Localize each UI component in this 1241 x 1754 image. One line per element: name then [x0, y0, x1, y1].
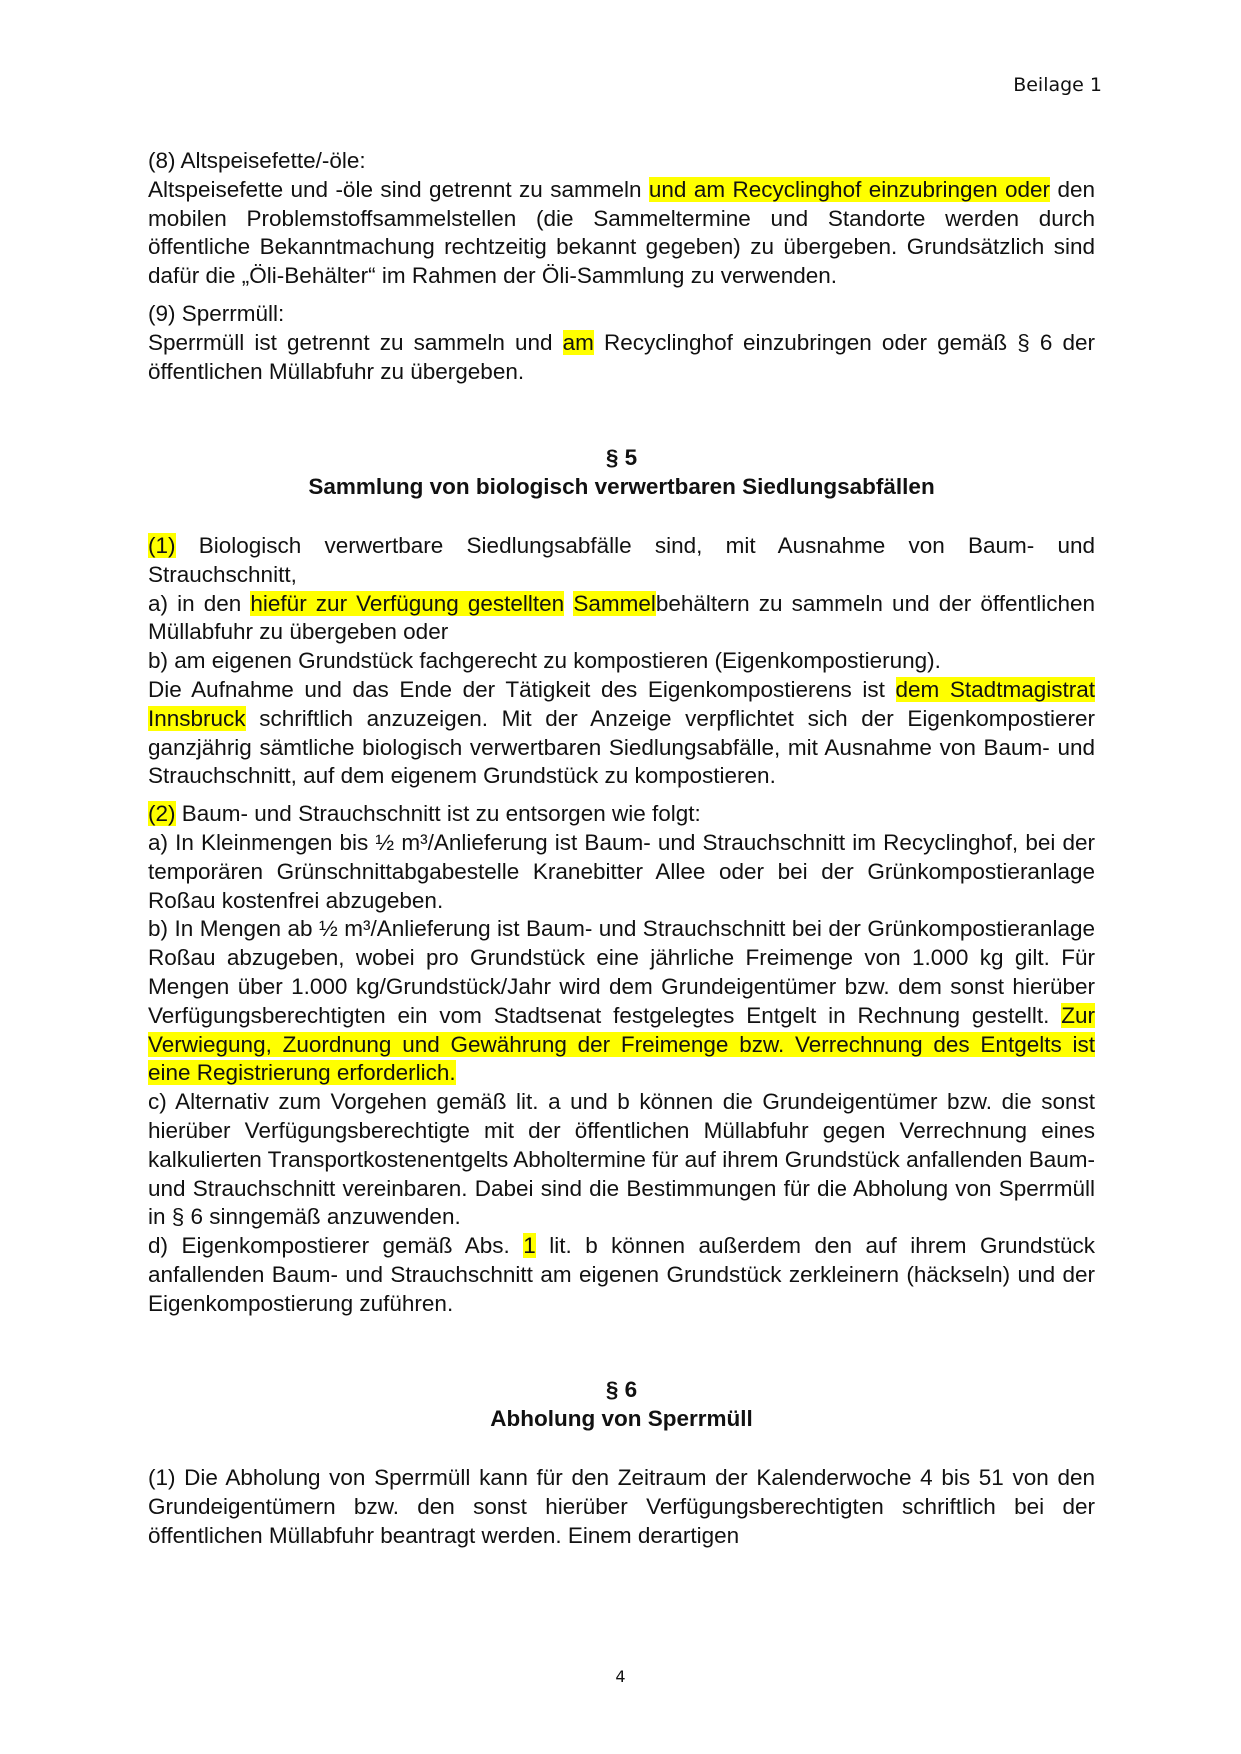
- document-body: [148, 147, 1095, 1550]
- highlight: am: [562, 329, 594, 355]
- p5-1-b: b) am eigenen Grundstück fachgerecht zu kompostieren (Eigenkompostierung).: [148, 648, 941, 674]
- p5-2-a: a) In Kleinmengen bis ½ m³/Anlieferung ist Baum- und Strauchschnitt im Recyclinghof, bei der temporären Grünschnittabgabestelle Kranebitter Allee oder bei der Grünkompostieranlage Roßau kostenfrei abzugeben.: [148, 829, 1095, 913]
- p5-1-c: Die Aufnahme und das Ende der Tätigkeit des Eigenkompostierens ist dem Stadtmagistrat Innsbruck schriftlich anzuzeigen. Mit der Anzeige verpflichtet sich der Eigenkompostierer ganzjährig sämtliche biologisch verwertbaren Siedlungsabfälle, mit Ausnahme von Baum- und Strauchschnitt, auf dem eigenem Grundstück zu kompostieren.: [148, 676, 1095, 789]
- page-header-label: Beilage 1: [1013, 74, 1102, 96]
- paragraph-5-title: Sammlung von biologisch verwertbaren Siedlungsabfällen: [308, 474, 935, 500]
- section-9-heading: (9) Sperrmüll:: [148, 300, 285, 326]
- highlight: dem Stadtmagistrat Innsbruck: [148, 676, 1095, 731]
- highlight: Zur Verwiegung, Zuordnung und Gewährung der Freimenge bzw. Verrechnung des Entgelts ist eine Registrierung erforderlich.: [148, 1002, 1095, 1086]
- p5-1-a: a) in den hiefür zur Verfügung gestellten Sammelbehältern zu sammeln und der öffentlichen Müllabfuhr zu übergeben oder: [148, 590, 1096, 645]
- highlight: und am Recyclinghof einzubringen oder: [648, 176, 1051, 202]
- paragraph-6-title: Abholung von Sperrmüll: [490, 1406, 753, 1432]
- highlight: (2): [148, 801, 176, 827]
- p5-1-intro: (1) Biologisch verwertbare Siedlungsabfälle sind, mit Ausnahme von Baum- und Strauchschnitt,: [148, 532, 1095, 587]
- p5-2-d: d) Eigenkompostierer gemäß Abs. 1 lit. b können außerdem den auf ihrem Grundstück anfallenden Baum- und Strauchschnitt am eigenen Grundstück zerkleinern (häckseln) und der Eigenkompostierung zuführen.: [148, 1233, 1095, 1316]
- p6-1-text: (1) Die Abholung von Sperrmüll kann für den Zeitraum der Kalenderwoche 4 bis 51 von den Grundeigentümern bzw. den sonst hierüber Verfügungsberechtigten schriftlich bei der öffentlichen Müllabfuhr beantragt werden. Einem derartigen: [148, 1465, 1095, 1548]
- highlight: 1: [523, 1233, 536, 1259]
- section-8-text: Altspeisefette und -öle sind getrennt zu sammeln und am Recyclinghof einzubringen oder den mobilen Problemstoffsammelstellen (die Sammeltermine und Standorte werden durch öffentliche Bekanntmachung rechtzeitig bekannt gegeben) zu übergeben. Grundsätzlich sind dafür die „Öli-Behälter“ im Rahmen der Öli-Sammlung zu verwenden.: [148, 176, 1095, 289]
- p5-2-intro: (2) Baum- und Strauchschnitt ist zu entsorgen wie folgt:: [148, 801, 701, 827]
- highlight: Sammel: [573, 590, 656, 616]
- highlight: hiefür zur Verfügung gestellten: [250, 590, 565, 616]
- section-8-heading: (8) Altspeisefette/-öle:: [148, 148, 366, 173]
- paragraph-6-number: § 6: [605, 1377, 638, 1403]
- page-number: 4: [615, 1667, 626, 1686]
- section-9-text: Sperrmüll ist getrennt zu sammeln und am Recyclinghof einzubringen oder gemäß § 6 der öffentlichen Müllabfuhr zu übergeben.: [148, 329, 1096, 384]
- p5-2-c: c) Alternativ zum Vorgehen gemäß lit. a und b können die Grundeigentümer bzw. die sonst hierüber Verfügungsberechtigte mit der öffentlichen Müllabfuhr gegen Verrechnung eines kalkulierten Transportkostenentgelts Abholtermine für auf ihrem Grundstück anfallenden Baum- und Strauchschnitt vereinbaren. Dabei sind die Bestimmungen für die Abholung von Sperrmüll in § 6 sinngemäß anzuwenden.: [148, 1089, 1095, 1230]
- p5-2-b: b) In Mengen ab ½ m³/Anlieferung ist Baum- und Strauchschnitt bei der Grünkompostieranlage Roßau abzugeben, wobei pro Grundstück eine jährliche Freimenge von 1.000 kg gilt. Für Mengen über 1.000 kg/Grundstück/Jahr wird dem Grundeigentümer bzw. dem sonst hierüber Verfügungsberechtigten ein vom Stadtsenat festgelegtes Entgelt in Rechnung gestellt. Zur Verwiegung, Zuordnung und Gewährung der Freimenge bzw. Verrechnung des Entgelts ist eine Registrierung erforderlich.: [148, 916, 1095, 1086]
- paragraph-6-heading: [148, 1376, 1095, 1434]
- paragraph-5-heading: [148, 444, 1095, 502]
- paragraph-5-number: § 5: [605, 445, 638, 471]
- highlight: (1): [148, 532, 176, 558]
